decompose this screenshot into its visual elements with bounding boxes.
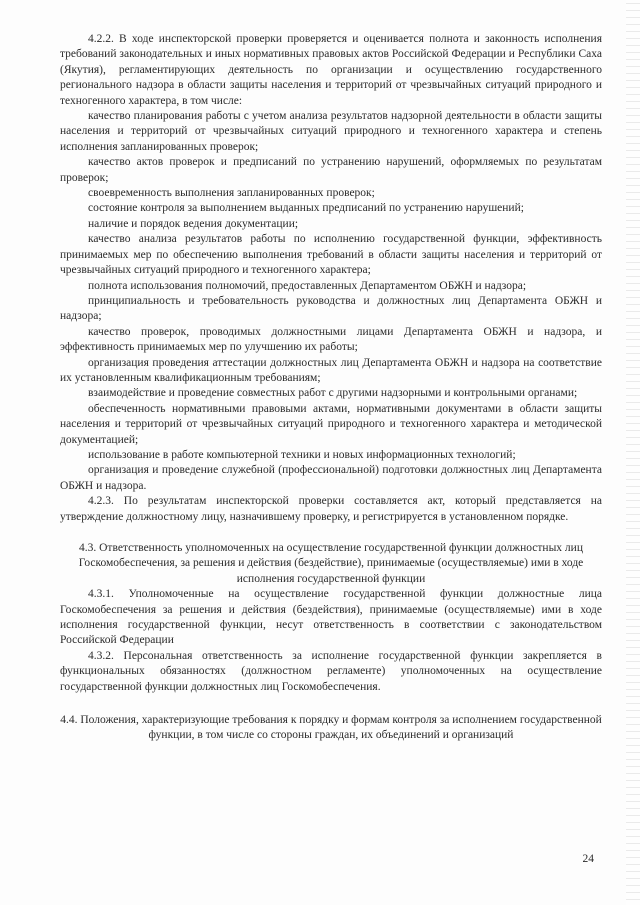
paragraph-4-2-3: 4.2.3. По результатам инспекторской проверки составляется акт, который представляется на утверждение должностному лицу, назначившему проверку, и регистрируется в установленном порядке. xyxy=(60,495,602,523)
page-number: 24 xyxy=(582,853,594,865)
section-heading-4-3: 4.3. Ответственность уполномоченных на осуществление государственной функции должностных лиц Госкомобеспечения, за решения и действия (бездействие), принимаемые (осуществляемые) ими в ходе исполнения государственной функции xyxy=(78,542,584,585)
list-item: качество планирования работы с учетом анализа результатов надзорной деятельности в области защиты населения и территорий от чрезвычайных ситуаций природного и техногенного характера и степень исполнения запланированных проверок; xyxy=(60,110,602,153)
list-item: принципиальность и требовательность руководства и должностных лиц Департамента ОБЖН и надзора; xyxy=(60,294,602,323)
list-item: наличие и порядок ведения документации; xyxy=(88,217,299,230)
list-item: качество проверок, проводимых должностными лицами Департамента ОБЖН и надзора, и эффективность принимаемых мер по улучшению их работы; xyxy=(60,325,602,354)
list-item: своевременность выполнения запланированных проверок; xyxy=(88,187,375,200)
paragraph-4-2-2: 4.2.2. В ходе инспекторской проверки проверяется и оценивается полнота и законность исполнения требований законодательных и иных нормативных правовых актов Российской Федерации и Республики Саха (Якутия), регламентирующих деятельность по организации и осуществлению государственного регионального надзора в области защиты населения и территорий от чрезвычайных ситуаций природного и техногенного характера, в том числе: xyxy=(60,33,602,107)
section-heading-4-4: 4.4. Положения, характеризующие требования к порядку и формам контроля за исполнением государственной функции, в том числе со стороны граждан, их объединений и организаций xyxy=(60,714,602,742)
list-item: состояние контроля за выполнением выданных предписаний по устранению нарушений; xyxy=(88,202,524,215)
paragraph-4-3-2: 4.3.2. Персональная ответственность за исполнение государственной функции закрепляется в функциональных обязанностях (должностном регламенте) уполномоченных на осуществление государственной функции должностных лиц Госкомобеспечения. xyxy=(60,649,602,693)
list-item: качество актов проверок и предписаний по устранению нарушений, оформляемых по результатам проверок; xyxy=(60,156,602,184)
list-item: полнота использования полномочий, предоставленных Департаментом ОБЖН и надзора; xyxy=(88,279,527,292)
paragraph-4-3-1: 4.3.1. Уполномоченные на осуществление государственной функции должностные лица Госкомобеспечения за решения и действия (бездействия), принимаемые (осуществляемые) ими в ходе исполнения государственной функции, несут ответственность в соответствии с законодательством Российской Федерации xyxy=(60,588,602,647)
list-item: обеспеченность нормативными правовыми актами, нормативными документами в области защиты населения и территорий от чрезвычайных ситуаций природного и техногенного характера и методической документацией; xyxy=(60,402,602,446)
list-item: использование в работе компьютерной техники и новых информационных технологий; xyxy=(88,448,516,461)
list-item: взаимодействие и проведение совместных работ с другими надзорными и контрольными органами; xyxy=(88,387,578,400)
list-item: организация проведения аттестации должностных лиц Департамента ОБЖН и надзора на соответствие их установленным квалификационным требованиям; xyxy=(60,356,602,384)
list-item: организация и проведение служебной (профессиональной) подготовки должностных лиц Департамента ОБЖН и надзора. xyxy=(60,464,602,492)
spacer xyxy=(60,525,602,541)
scan-edge xyxy=(626,0,640,905)
spacer xyxy=(60,695,602,713)
list-item: качество анализа результатов работы по исполнению государственной функции, эффективность принимаемых мер по обеспечению выполнения требований в области защиты населения и территорий от чрезвычайных ситуаций природного и техногенного характера; xyxy=(60,233,602,277)
page-content xyxy=(60,32,602,744)
